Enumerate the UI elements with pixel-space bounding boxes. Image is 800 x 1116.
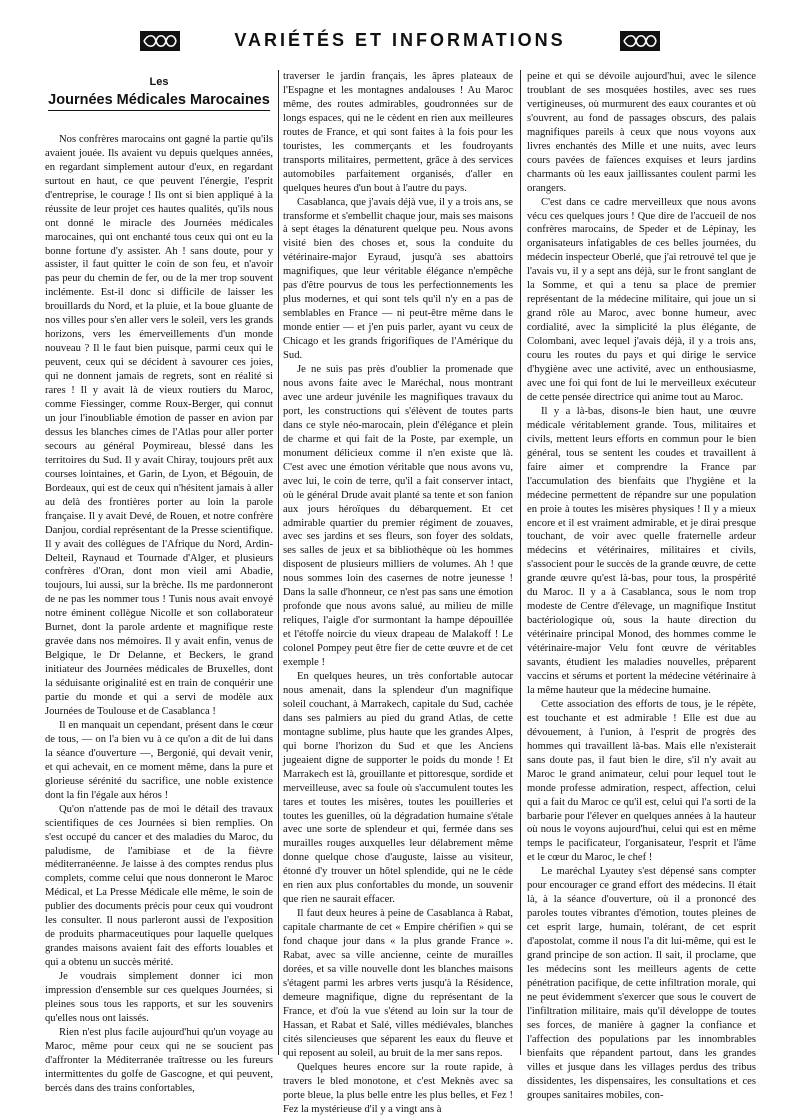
column-divider: [520, 70, 521, 1055]
article-kicker: Les: [149, 76, 169, 88]
article-heading: [45, 76, 273, 111]
paragraph: traverser le jardin français, les âpres plateaux de l'Espagne et les montagnes andalouses ! Au Maroc même, des routes admirables, goudronnées sur de longs espaces, qui ne le cèdent en rien aux meilleures routes de France, et qui sont faites à la fois pour les touristes, les commerçants et les foudroyants transports militaires, permettent, grâce à des services automobiles parfaitement organisés, d'aller en quelques heures d'un bout à l'autre du pays.: [283, 71, 513, 194]
text-column-1: [45, 70, 273, 1096]
paragraph: Le maréchal Lyautey s'est dépensé sans compter pour encourager ce grand effort des médecins. Il était là, à la séance d'ouverture, où il a prononcé des paroles toutes vibrantes d'émotion, toutes pleines de cet esprit large, humain, tolérant, de cet esprit d'apostolat, comme il nous l'a dit lui-même, qui est le grand principe de son action. Il sait, il proclame, que les médecins sont les meilleurs agents de cette pénétration pacifique, de cette infiltration morale, qui ne peut évidemment s'exercer que sous le couvert de l'infiltration militaire, mais qu'il développe de toutes ses forces, de manière à gagner la confiance et l'affection des populations par les innombrables bienfaits que répandent partout, dans les grandes villes et jusque dans les villages perdus des tribus dissidentes, les dispensaires, les consultations et ces groupes sanitaires mobiles, con-: [527, 866, 756, 1101]
paragraph: Rien n'est plus facile aujourd'hui qu'un voyage au Maroc, même pour ceux qui ne se soucient pas d'affronter la Méditerranée traîtresse ou les fureurs intermittentes du golfe de Gascogne, et qui peuvent, bercés dans des trains confortables,: [45, 1026, 273, 1094]
paragraph: Nos confrères marocains ont gagné la partie qu'ils avaient jouée. Ils avaient vu depuis quelques années, en regardant simplement autour d'eux, en regardant surtout en haut, ce que peuvent l'énergie, l'esprit d'entreprise, le courage ! Ils ont si bien appliqué à la réussite de leur projet ces hautes qualités, qu'ils nous ont donné le miracle des Journées médicales marocaines, qui ont enchanté tous ceux qui ont eu la bonne fortune d'y assister. Ah ! sans doute, pour y assister, il faut quitter le coin de son feu, et n'avoir pas peur du chemin de fer, ou de la mer trop souvent inclémente. Est-il donc si difficile de laisser les brouillards du Nord, et la pluie, et la boue gluante de nos villes pour s'en aller vers le soleil, vers les grands horizons, vers les émerveillements d'un monde nouveau ? Il le faut bien puisque, parmi ceux qui le peuvent, ceux qui se décident à savourer ces joies, qui ne donnent jamais de regrets, sont en réalité si rares ! Il y avait là de vieux routiers du Maroc, comme Fiessinger, comme Roux-Berger, qui connut un jour l'inoubliable émotion de passer en avion par dessus les blanches cimes de l'Atlas pour aller porter secours au général Poymireau, blessé dans les territoires du Sud. Il y avait Chiray, toujours prêt aux courses lointaines, et Garin, de Lyon, et Bégouin, de Bordeaux, qui est de ceux qui n'hésitent jamais à aller au delà des frontières porter au loin la parole française. Il y avait Devé, de Rouen, et notre confrère Danjou, cordial représentant de la Presse scientifique. Il y avait des collègues de l'Afrique du Nord, Ardin-Delteil, Raynaud et Tournade d'Alger, et plusieurs confrères d'Oran, dont mon vieil ami Abadie, toujours, lui aussi, sur la brèche. Ils me pardonneront de ne pas les nommer tous ! Tunis nous avait envoyé notre éminent collègue Nicolle et son collaborateur Burnet, dont la parole ardente et magnifique reste gravée dans nos mémoires. Il y avait enfin, venus de Belgique, le Dr Delanne, et Beckers, le grand initiateur des Journées médicales de Bruxelles, dont la séduisante originalité est en train de conquérir une partie du monde et qui a servi de modèle aux Journées de Toulouse et de Casablanca !: [45, 133, 273, 717]
paragraph: En quelques heures, un très confortable autocar nous amenait, dans la splendeur d'un magnifique soleil couchant, à Marrakech, capitale du Sud, cachée dans ses palmiers au pied du grand Atlas, de cette montagne sublime, plus haute que les grandes Alpes, qui borne l'horizon du Sud et que les Anciens jugeaient digne de supporter le poids du monde ! Et Marrakech est là, grouillante et pittoresque, sordide et merveilleuse, avec sa foule où s'accumulent toutes les tares et toutes les misères, toutes les pouilleries et toutes les guenilles, où la dégradation humaine s'étale avec une sorte de splendeur et qui, fermée dans ses murailles rouges auxquelles leur délabrement même donne quelque chose d'auguste, laisse au visiteur, étonné d'y trouver un hôtel splendide, qui ne le cède en rien aux plus confortables du monde, un souvenir que rien ne saurait effacer.: [283, 670, 513, 906]
text-column-2: [283, 70, 513, 1116]
column-divider: [278, 70, 279, 1055]
paragraph: Casablanca, que j'avais déjà vue, il y a trois ans, se transforme et s'embellit chaque jour, mais ses maisons à sept étages la dénaturent quelque peu. Nous avons visité bien des choses et, sous la conduite du vétérinaire-major Eyraud, jusqu'à ses abattoirs magnifiques, que leur véritable élégance n'empêche pas d'être pourvus de tous les perfectionnements les plus modernes, et qui sont tels qu'il n'y en a pas de semblables en France — ni peut-être même dans le monde entier — et j'en puis parler, ayant vu ceux de Chicago et les grands frigorifiques de l'Amérique du Sud.: [283, 196, 513, 362]
ornamental-vignette-icon: [620, 31, 660, 51]
paragraph: Cette association des efforts de tous, je le répète, est touchante et est admirable ! Elle est due au dévouement, à l'union, à l'esprit de progrès des hommes qui travaillent là-bas. Mais elle n'existerait sans doute pas, il faut bien le dire, s'il n'y avait au Maroc le grand animateur, celui pour lequel tout le monde professe admiration, respect, affection, celui qui a fait du Maroc ce qu'il est, celui qui l'a sorti de la barbarie pour l'élever en quelques années à la hauteur où nous le voyons aujourd'hui, celui qui est en même temps le pacificateur, l'organisateur, l'esprit et l'âme et le cœur du Maroc, le chef !: [527, 698, 756, 864]
section-title: VARIÉTÉS ET INFORMATIONS: [234, 30, 566, 50]
paragraph: Je ne suis pas près d'oublier la promenade que nous avons faite avec le Maréchal, nous montrant avec une ardeur juvénile les magnifiques travaux du port, les constructions qui s'élèvent de toutes parts dans ce style néo-marocain, plein d'élégance et plein de charme et qui fait de la Poste, par exemple, un monument délicieux comme il n'en existe que là. C'est avec une émotion véritable que nous avons vu, avec lui, le coin de terre, qu'il a fait conserver intact, où le général Drude avait planté sa tente et son fanion aux jours héroïques du débarquement. Et cet admirable quartier du premier régiment de zouaves, avec ses jardins et ses fleurs, son foyer des soldats, ses salles de jeux et sa bibliothèque où les hommes disposent de plusieurs milliers de volumes. Ah ! que nous sommes loin des casernes de notre jeunesse ! Dans la salle d'honneur, ce n'est pas sans une émotion profonde que nous avons salué, au milieu de mille reliques, l'aigle d'or surmontant la hampe dépouillée et l'étoffe noircie du vieux drapeau de Malakoff ! Le colonel Pompey peut être fier de cette œuvre et de cet exemple !: [283, 364, 513, 669]
section-header: [130, 28, 670, 58]
paragraph: Quelques heures encore sur la route rapide, à travers le bled monotone, et c'est Meknès avec sa porte bleue, la plus belle entre les plus belles, et Fez ! Fez la mystérieuse d'il y a vingt ans à: [283, 1061, 513, 1115]
paragraph: Qu'on n'attende pas de moi le détail des travaux scientifiques de ces Journées si bien remplies. On s'est occupé du cancer et des maladies du Maroc, du paludisme, de l'amibiase et de la fièvre méditerranéenne. Je laisse à des comptes rendus plus complets, comme celui que nous donneront le Maroc Médical, et La Presse Médicale elle même, le soin de publier des documents précis pour ceux qui voudront les consulter. Il nous parleront aussi de l'exposition de produits pharmaceutiques pour laquelle quelques grandes maisons avaient fait des efforts louables et qui a obtenu un succès mérité.: [45, 803, 273, 969]
paragraph: Il en manquait un cependant, présent dans le cœur de tous, — on l'a bien vu à ce qu'on a dit de lui dans la séance d'ouverture —, Bergonié, qui devait venir, et qui achevait, en ce moment même, dans la pure et glorieuse sérénité du sacrifice, une noble existence dont la fin l'égale aux héros !: [45, 719, 273, 801]
article-title: Journées Médicales Marocaines: [48, 94, 270, 111]
text-column-3: [527, 70, 756, 1103]
paragraph: C'est dans ce cadre merveilleux que nous avons vécu ces quelques jours ! Que dire de l'accueil de nos confrères marocains, de Speder et de Lépinay, les organisateurs infatigables de ces belles journées, du médecin inspecteur Oberlé, que j'ai retrouvé tel que je l'avais vu, il y a sept ans déjà, sur le front sanglant de la Somme, et qui a tenu sa place de premier représentant de la médecine militaire, qui joue un si grand rôle au Maroc, avec bonne humeur, avec cordialité, avec la simplicité la plus élégante, de Colombani, avec lequel j'avais déjà, il y a trois ans, couru les routes du pays et qui dirige le service d'hygiène avec une activité, avec un enthousiasme, avec une foi qui font de lui le merveilleux exécuteur de cette pensée directrice qui anime tout au Maroc.: [527, 196, 756, 403]
paragraph: peine et qui se dévoile aujourd'hui, avec le silence troublant de ses mosquées hostiles, avec ses rues vertigineuses, où murmurent des eaux courantes et où s'ouvrent, au fond de passages obscurs, des palais magnifiques pareils à ceux que nous voyons aux livres enchantés des Mille et une nuits, avec leurs cours pavées de faïences exquises et leurs jardins charmants où les eaux jaillissantes coulent parmi les orangers.: [527, 71, 756, 194]
paragraph: Je voudrais simplement donner ici mon impression d'ensemble sur ces quelques Journées, si pleines sous tous les rapports, et sur les souvenirs qu'elles nous ont laissés.: [45, 971, 273, 1024]
ornamental-vignette-icon: [140, 31, 180, 51]
paragraph: Il faut deux heures à peine de Casablanca à Rabat, capitale charmante de cet « Empire chérifien » qui se fond chaque jour dans « la plus grande France ». Rabat, avec sa ville ancienne, ceinte de murailles dorées, et sa ville nouvelle dont les blanches maisons s'étagent parmi les arbres verts jusqu'à la Résidence, demeure magnifique, digne du représentant de la France, et d'où la vue s'étend au loin sur la tour de Hassan, et Rabat et Salé, villes médiévales, blanches cités silencieuses que séparent les eaux du fleuve et qui reposent au soleil, au bruit de la mer sans repos.: [283, 908, 513, 1059]
paragraph: Il y a là-bas, disons-le bien haut, une œuvre médicale véritablement grande. Tous, militaires et civils, mettent leurs efforts en commun pour le bien général, tous se sentent les coudes et travaillent à faire aimer et comprendre la France par l'accumulation des bienfaits que l'hygiène et la médecine permettent de répandre sur une population en proie à toutes les misères physiques ! Il y a mieux encore et il est vraiment admirable, et je dirai presque touchant, de voir avec quelle fraternelle ardeur médecins et vétérinaires, militaires et civils, s'associent pour le succès de la grande œuvre, de cette grande œuvre qu'est là-bas, pour tous, la prospérité du Maroc. Il y a à Casablanca, sous le nom trop modeste de Centre d'élevage, un magnifique Institut bactériologique où, sous la haute direction du vétérinaire principal Monod, des hommes comme le vétérinaire-major Velu font œuvre de véritables savants, étudient les maladies nouvelles, préparent vaccins et sérums et portent la médecine vétérinaire à la même hauteur que la médecine humaine.: [527, 405, 756, 696]
